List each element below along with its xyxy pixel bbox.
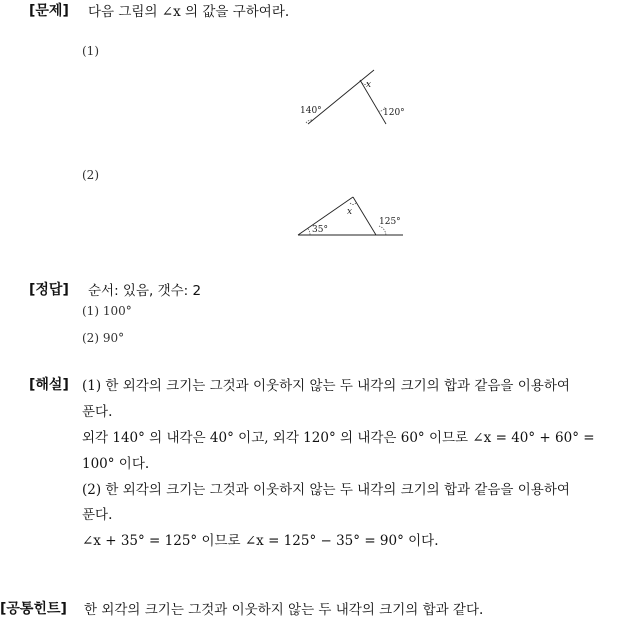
- explanation-line: ∠x + 35° = 125° 이므로 ∠x = 125° − 35° = 90° 이다.: [82, 533, 439, 549]
- figure-2-arc-35: [307, 228, 310, 235]
- answer-item: (1) 100°: [82, 304, 132, 318]
- problem-question: 다음 그림의 ∠x 의 값을 구하여라.: [88, 4, 290, 20]
- figure-1-label-140: 140°: [300, 106, 322, 116]
- figure-2-label-35: 35°: [312, 225, 328, 235]
- figure-2-label-x: x: [347, 207, 353, 217]
- figure-1: [290, 66, 420, 130]
- figure-2-arc-x: [350, 203, 356, 205]
- explanation-line: 100° 이다.: [82, 456, 150, 472]
- hint-text: 한 외각의 크기는 그것과 이웃하지 않는 두 내각의 크기의 합과 같다.: [84, 602, 484, 618]
- figure-2: [295, 192, 410, 240]
- answer-label: [정답]: [29, 282, 69, 298]
- explanation-line: 푼다.: [82, 507, 113, 523]
- answer-item: (2) 90°: [82, 331, 125, 345]
- answer-meta: 순서: 있음, 갯수: 2: [88, 283, 202, 299]
- figure-1-label-120: 120°: [383, 108, 405, 118]
- figure-2-label-125: 125°: [379, 217, 401, 227]
- hint-label: [공통힌트]: [0, 601, 67, 617]
- figure-2-arc-125: [379, 226, 386, 235]
- explanation-line: (1) 한 외각의 크기는 그것과 이웃하지 않는 두 내각의 크기의 합과 같음을 이용하여: [82, 378, 570, 394]
- explanation-line: 푼다.: [82, 404, 113, 420]
- part-2-number: (2): [82, 168, 99, 182]
- part-1-number: (1): [82, 44, 99, 58]
- figure-1-label-x: x: [366, 80, 372, 90]
- figure-2-right-side: [353, 197, 376, 235]
- problem-label: [문제]: [29, 3, 69, 19]
- explanation-line: 외각 140° 의 내각은 40° 이고, 외각 120° 의 내각은 60° 이므로 ∠x = 40° + 60° =: [82, 430, 595, 446]
- explanation-label: [해설]: [29, 377, 69, 393]
- explanation-line: (2) 한 외각의 크기는 그것과 이웃하지 않는 두 내각의 크기의 합과 같음을 이용하여: [82, 482, 570, 498]
